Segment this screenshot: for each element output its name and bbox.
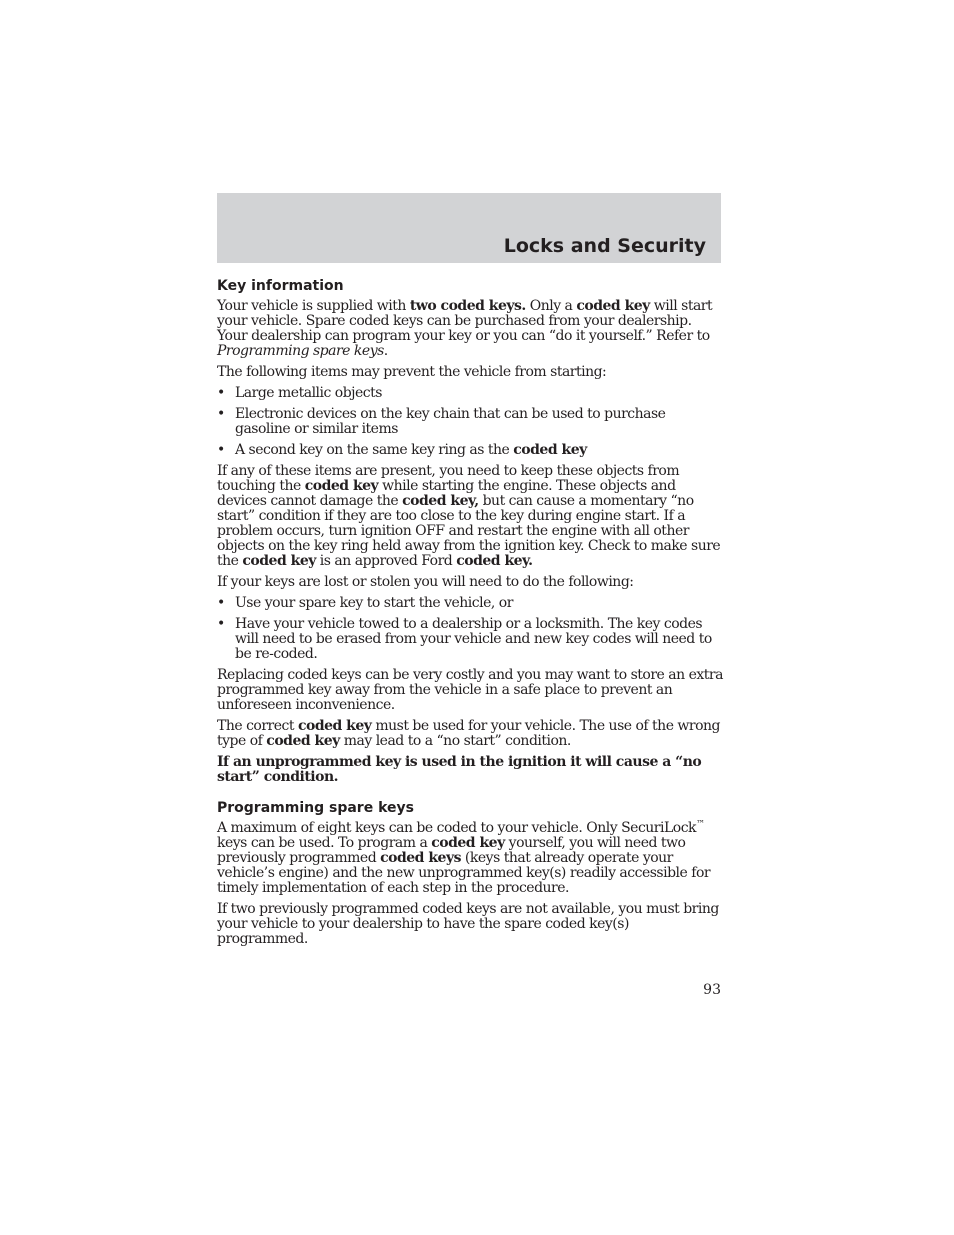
list-item — [217, 617, 723, 662]
bold-run: coded key — [266, 733, 340, 749]
bullet: • — [217, 442, 225, 458]
list-item — [217, 596, 723, 611]
heading-programming-spare-keys: Programming spare keys — [217, 800, 414, 816]
bold-run: coded key, — [402, 493, 479, 509]
heading-key-information: Key information — [217, 278, 344, 294]
page-number: 93 — [703, 982, 721, 998]
italic-reference: Programming spare keys — [217, 343, 384, 359]
bold-run: coded keys — [380, 850, 461, 866]
list-item-text: A second key on the same key ring as the — [235, 442, 514, 458]
paragraph-programming-intro — [217, 821, 723, 896]
list-item — [217, 386, 723, 401]
text-run: will start your vehicle. Spare coded keys can be purchased from your dealership. Your dealership can program your key or you can “do it yourself.” Refer to — [217, 298, 713, 344]
paragraph-key-intro — [217, 299, 723, 359]
list-item-text: Use your spare key to start the vehicle, or — [235, 595, 513, 611]
text-run: may lead to a “no start” condition. — [339, 733, 571, 749]
bullet: • — [217, 595, 225, 611]
trademark-symbol: ™ — [696, 819, 705, 830]
bold-run: coded key. — [456, 553, 533, 569]
list-interfering-items — [217, 386, 723, 458]
text-run: If any of these items are present, you need to keep these objects from touching the — [217, 463, 680, 494]
paragraph-lost-keys: If your keys are lost or stolen you will need to do the following: — [217, 574, 634, 590]
list-item-text: Electronic devices on the key chain that can be used to purchase gasoline or similar items — [235, 406, 666, 437]
bold-run: coded key — [513, 442, 587, 458]
text-run: (keys that already operate your vehicle’s engine) and the new unprogrammed key(s) readily accessible for timely implementation of each step in the procedure. — [217, 850, 711, 896]
paragraph-keep-objects-away — [217, 464, 723, 569]
text-run: while starting the engine. These objects and devices cannot damage the — [217, 478, 676, 509]
text-run: Only a — [525, 298, 577, 314]
bold-run: coded key — [242, 553, 316, 569]
bullet: • — [217, 406, 225, 422]
bold-run: two coded keys. — [409, 298, 526, 314]
bullet: • — [217, 616, 225, 632]
text-run: The correct — [217, 718, 298, 734]
list-item-text: Large metallic objects — [235, 385, 382, 401]
paragraph-replacing-keys: Replacing coded keys can be very costly and you may want to store an extra programmed key away from the vehicle in a safe place to prevent an unforeseen inconvenience. — [217, 667, 723, 713]
text-run: A maximum of eight keys can be coded to your vehicle. Only SecuriLock — [217, 820, 697, 836]
bold-run: coded key — [304, 478, 379, 494]
bold-run: coded key — [297, 718, 372, 734]
bold-run: coded key — [431, 835, 505, 851]
text-run: yourself, you will need two previously programmed — [217, 835, 686, 866]
page-content — [217, 277, 723, 953]
text-run: keys can be used. To program a — [217, 835, 432, 851]
text-run: Your vehicle is supplied with — [217, 298, 410, 314]
list-item-text: Have your vehicle towed to a dealership or a locksmith. The key codes will need to be erased from your vehicle and new key codes will need to be re-coded. — [235, 616, 712, 662]
bold-run: coded key — [576, 298, 650, 314]
text-run: is an approved Ford — [315, 553, 457, 569]
section-title: Locks and Security — [503, 235, 706, 257]
list-item — [217, 407, 723, 437]
bullet: • — [217, 385, 225, 401]
paragraph-correct-key — [217, 719, 723, 749]
text-run: but can cause a momentary “no start” condition if they are too close to the key during engine start. If a problem occurs, turn ignition OFF and restart the engine with all other objects on the key ring held away from the ignition key. Check to make sure the — [217, 493, 721, 569]
text-run: . — [383, 343, 388, 359]
text-run: must be used for your vehicle. The use of the wrong type of — [217, 718, 721, 749]
list-lost-key-steps — [217, 596, 723, 662]
paragraph-dealership-programming: If two previously programmed coded keys are not available, you must bring your vehicle to your dealership to have the spare coded key(s) programmed. — [217, 901, 719, 947]
warning-unprogrammed-key: If an unprogrammed key is used in the ignition it will cause a “no start” condition. — [217, 754, 702, 785]
paragraph-items-prevent: The following items may prevent the vehicle from starting: — [217, 364, 607, 380]
section-header-band — [217, 193, 721, 263]
list-item — [217, 443, 723, 458]
